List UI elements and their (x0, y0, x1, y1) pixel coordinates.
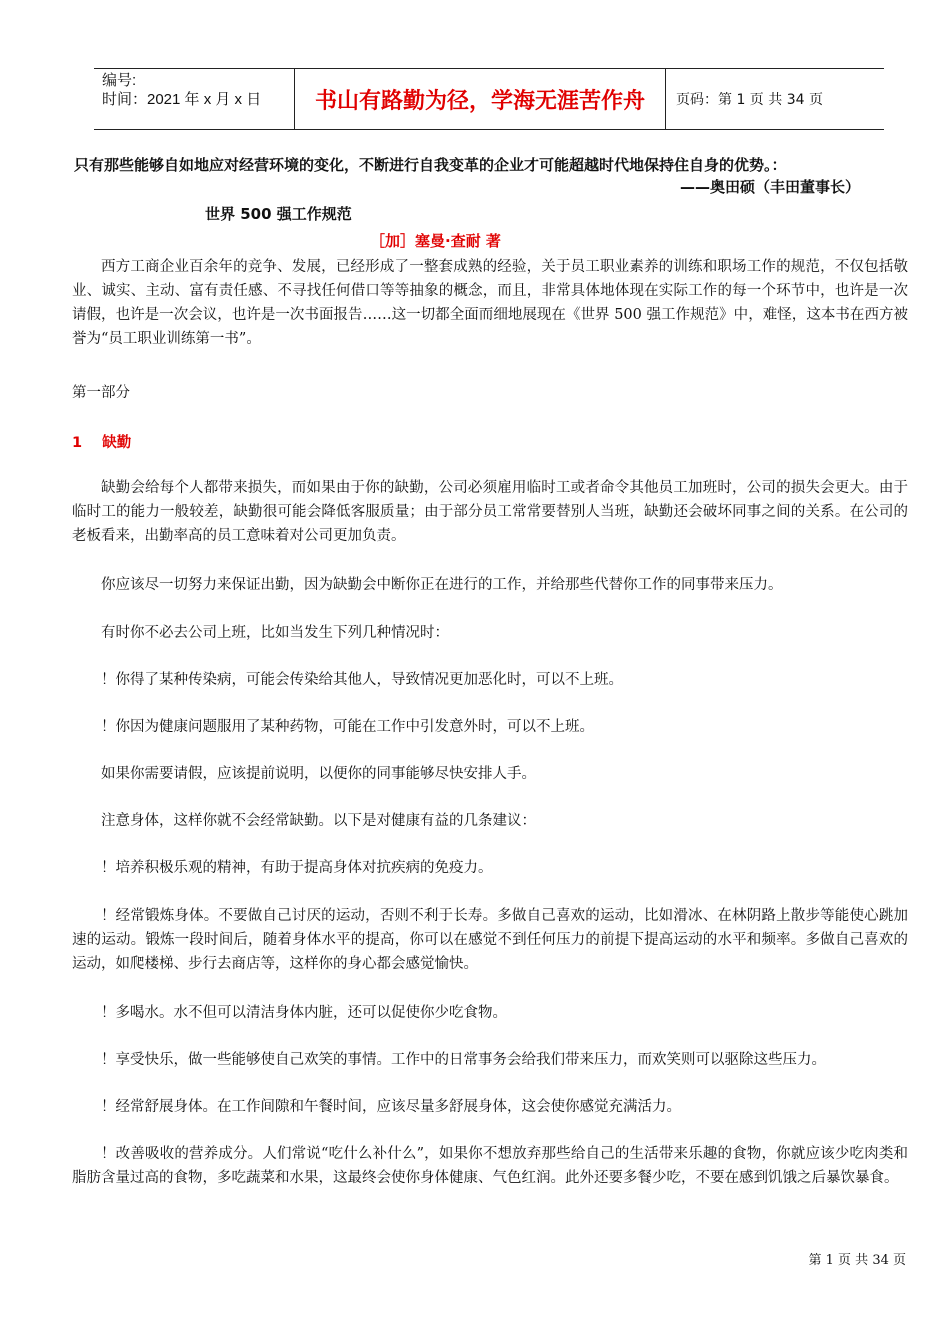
bullet-item: ！改善吸收的营养成分。人们常说“吃什么补什么”，如果你不想放弃那些给自己的生活带来乐趣的食物，你就应该少吃肉类和脂肪含量过高的食物，多吃蔬菜和水果，这最终会使你身体健康、气色红润。此外还要多餐少吃，不要在感到饥饿之后暴饮暴食。 (72, 1146, 908, 1186)
header-table (94, 68, 884, 130)
document-title: 世界 500 强工作规范 (205, 205, 352, 223)
time-label: 时间：2021 年 x 月 x 日 (102, 91, 262, 108)
bullet-item: ！你得了某种传染病，可能会传染给其他人，导致情况更加恶化时，可以不上班。 (101, 672, 623, 688)
section-title: 缺勤 (102, 435, 132, 451)
bullet-item: ！经常舒展身体。在工作间隙和午餐时间，应该尽量多舒展身体，这会使你感觉充满活力。 (101, 1099, 681, 1115)
header-meta-cell (94, 69, 294, 129)
intro-paragraph: 西方工商企业百余年的竞争、发展，已经形成了一整套成熟的经验，关于员工职业素养的训练和职场工作的规范，不仅包括敬业、诚实、主动、富有责任感、不寻找任何借口等等抽象的概念，而且，非常具体地体现在实际工作的每一个环节中，也许是一次请假，也许是一次会议，也许是一次书面报告……这一切都全面而细地展现在《世界 500 强工作规范》中，难怪，这本书在西方被誉为“员工职业训练第一书”。 (72, 259, 908, 347)
opening-quote: 只有那些能够自如地应对经营环境的变化，不断进行自我变革的企业才可能超越时代地保持住自身的优势。： (74, 156, 787, 174)
paragraph: 如果你需要请假，应该提前说明，以便你的同事能够尽快安排人手。 (101, 766, 536, 782)
document-byline: ［加］塞曼·查耐 著 (370, 232, 501, 250)
quote-author: ——奥田硕（丰田董事长） (679, 178, 860, 196)
page-footer: 第 1 页 共 34 页 (808, 1253, 906, 1268)
paragraph: 注意身体，这样你就不会经常缺勤。以下是对健康有益的几条建议： (101, 813, 536, 829)
header-motto: 书山有路勤为径，学海无涯苦作舟 (294, 69, 666, 129)
number-label: 编号: (102, 72, 137, 89)
bullet-item: ！享受快乐，做一些能够使自己欢笑的事情。工作中的日常事务会给我们带来压力，而欢笑则可以驱除这些压力。 (101, 1052, 826, 1068)
bullet-item: ！你因为健康问题服用了某种药物，可能在工作中引发意外时，可以不上班。 (101, 719, 594, 735)
section-heading (72, 431, 131, 452)
bullet-item: ！多喝水。水不但可以清洁身体内脏，还可以促使你少吃食物。 (101, 1005, 507, 1021)
paragraph: 有时你不必去公司上班，比如当发生下列几种情况时： (101, 625, 449, 641)
header-page-info: 页码：第 1 页 共 34 页 (676, 92, 823, 108)
paragraph: 缺勤会给每个人都带来损失，而如果由于你的缺勤，公司必须雇用临时工或者命令其他员工加班时，公司的损失会更大。由于临时工的能力一般较差，缺勤很可能会降低客服质量；由于部分员工常常要替别人当班，缺勤还会破坏同事之间的关系。在公司的老板看来，出勤率高的员工意味着对公司更加负责。 (72, 480, 908, 544)
bullet-item: ！经常锻炼身体。不要做自己讨厌的运动，否则不利于长寿。多做自己喜欢的运动，比如滑冰、在林阴路上散步等能使心跳加速的运动。锻炼一段时间后，随着身体水平的提高，你可以在感觉不到任何压力的前提下提高运动的水平和频率。多做自己喜欢的运动，如爬楼梯、步行去商店等，这样你的身心都会感觉愉快。 (72, 908, 908, 972)
bullet-item: ！培养积极乐观的精神，有助于提高身体对抗疾病的免疫力。 (101, 860, 493, 876)
paragraph: 你应该尽一切努力来保证出勤，因为缺勤会中断你正在进行的工作，并给那些代替你工作的同事带来压力。 (101, 577, 783, 593)
part-label: 第一部分 (72, 385, 130, 401)
section-number: 1 (72, 435, 83, 451)
